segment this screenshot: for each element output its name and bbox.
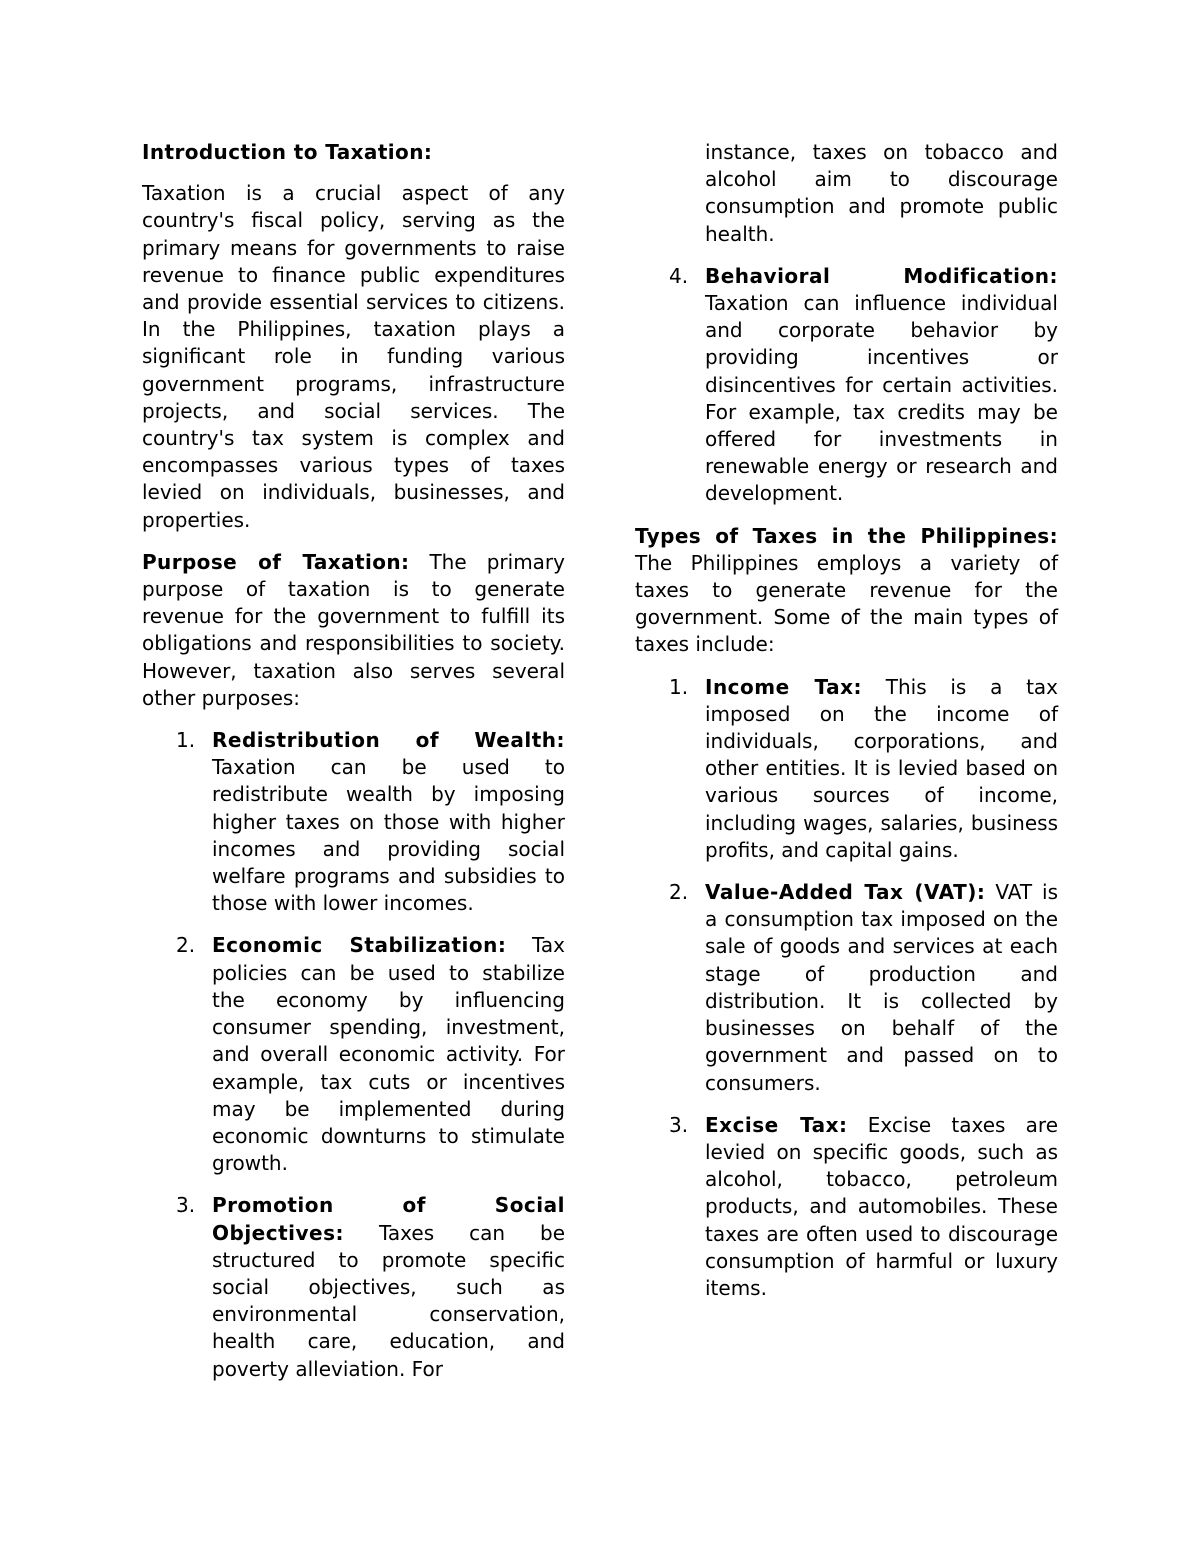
list-item [669,674,1059,864]
list-text: Taxation can influence individual and corporate behavior by providing incentives or disincentives for certain activities. For example, tax credits may be offered for investments in renewable energy or research and development. [705,291,1058,506]
types-paragraph [635,523,1058,659]
list-text: Excise taxes are levied on specific goods, such as alcohol, tobacco, petroleum products, and automobiles. These taxes are often used to discourage consumption of harmful or luxury items. [705,1112,1058,1300]
types-heading: Types of Taxes in the Philippines: [635,523,1058,548]
list-number: 1. [669,674,689,699]
purpose-list [142,727,565,1383]
list-number: 3. [669,1112,689,1137]
list-term: Promotion of Social Objectives: [212,1193,565,1245]
list-text: Taxes can be structured to promote specific social objectives, such as environmental conservation, health care, education, and poverty alleviation. For [212,1220,565,1381]
list-item [176,1192,565,1382]
purpose-body: The primary purpose of taxation is to generate revenue for the government to fulfill its obligations and responsibilities to society. However, taxation also serves several other purposes: [142,549,565,710]
list-item [176,727,565,917]
list-term: Excise Tax: [705,1112,848,1137]
list-item [669,879,1058,1097]
left-column [142,139,565,1398]
list-number: 2. [669,880,689,905]
list-term: Behavioral Modification: [705,263,1058,288]
list-term: Economic Stabilization: [212,933,507,958]
intro-heading: Introduction to Taxation: [142,140,433,164]
list-text: Tax policies can be used to stabilize the economy by influencing consumer spending, investment, and overall economic activity. For example, tax cuts or incentives may be implemented during economic downturns to stimulate growth. [212,933,566,1176]
right-column [635,139,1058,1317]
list-text: This is a tax imposed on the income of individuals, corporations, and other entities. It is levied based on various sources of income, including wages, salaries, business profits, and capital gains. [705,674,1059,862]
list-number: 3. [176,1193,196,1218]
list-text: Taxation can be used to redistribute wealth by imposing higher taxes on those with higher incomes and providing social welfare programs and subsidies to those with lower incomes. [212,755,565,916]
list-number: 4. [669,263,689,288]
list-text: VAT is a consumption tax imposed on the sale of goods and services at each stage of production and distribution. It is collected by businesses on behalf of the government and passed on to consumers. [705,880,1058,1095]
intro-paragraph: Taxation is a crucial aspect of any country's fiscal policy, serving as the primary means for governments to raise revenue to finance public expenditures and provide essential services to citizens. In the Philippines, taxation plays a significant role in funding various government programs, infrastructure projects, and social services. The country's tax system is complex and encompasses various types of taxes levied on individuals, businesses, and properties. [142,181,565,532]
types-body: The Philippines employs a variety of taxes to generate revenue for the government. Some of the main types of taxes include: [635,550,1058,657]
types-list [635,674,1058,1302]
continued-text: instance, taxes on tobacco and alcohol aim to discourage consumption and promote public health. [705,140,1058,246]
list-term: Redistribution of Wealth: [212,728,565,753]
list-item [176,932,566,1177]
list-number: 2. [176,933,196,958]
list-number: 1. [176,728,196,753]
list-term: Value-Added Tax (VAT): [705,880,986,905]
list-item [669,1112,1058,1302]
purpose-heading: Purpose of Taxation: [142,549,410,574]
list-term: Income Tax: [705,674,862,699]
purpose-paragraph [142,549,565,712]
purpose-list-continued [635,263,1058,508]
list-item [669,263,1058,508]
